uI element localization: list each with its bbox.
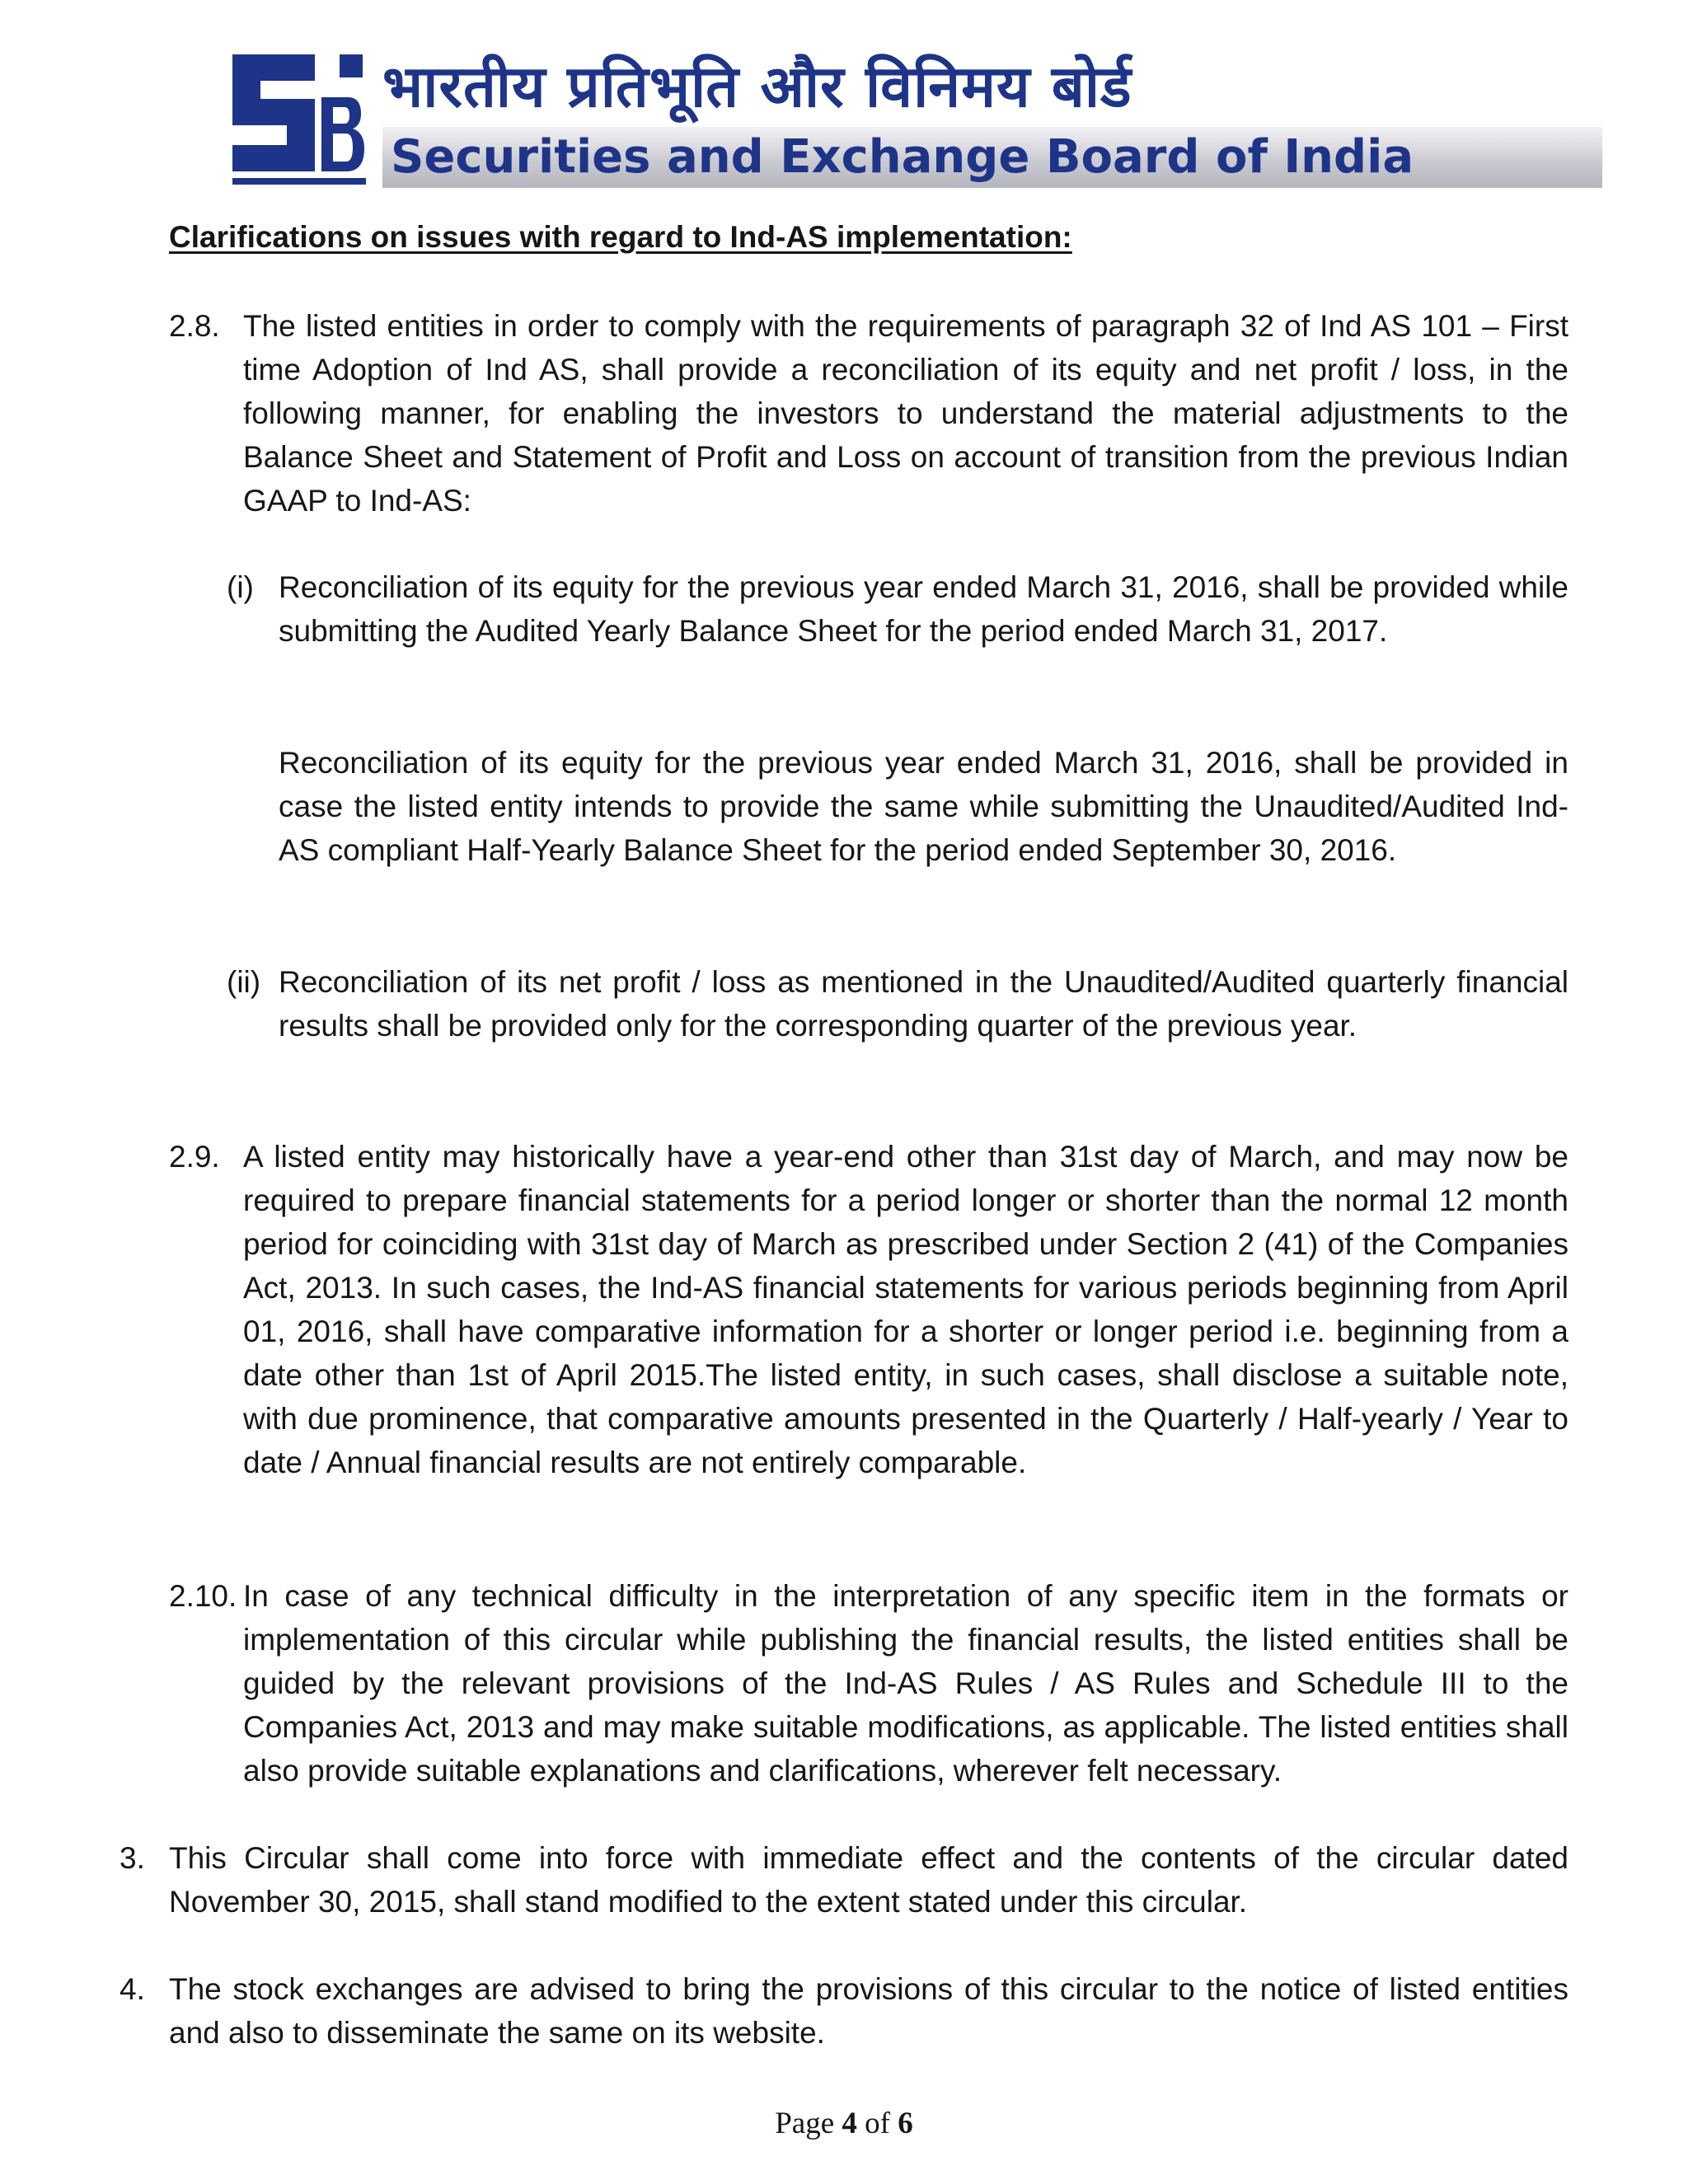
para-2-10-text: In case of any technical difficulty in the interpretation of any specific item in the formats or implementation of this circular while publishing the financial results, the listed entities shall be guided by the relevant provisions of the Ind-AS Rules / AS Rules and Schedule III to the Companies Act, 2013 and may make suitable modifications, as applicable. The listed entities shall also provide suitable explanations and clarifications, wherever felt necessary. bbox=[243, 1579, 1568, 1788]
item-i-text-2: Reconciliation of its equity for the previous year ended March 31, 2016, shall be provided in case the listed entity intends to provide the same while submitting the Unaudited/Audited Ind-AS compliant Half-Yearly Balance Sheet for the period ended September 30, 2016. bbox=[279, 746, 1568, 867]
item-3-number: 3. bbox=[120, 1841, 145, 1875]
total-page-count: 6 bbox=[898, 2107, 913, 2140]
english-name-band bbox=[382, 127, 1602, 188]
item-i-number: (i) bbox=[227, 570, 254, 604]
hindi-org-name: भारतीय प्रतिभूति और विनिमय बोर्ड bbox=[382, 53, 1132, 120]
para-number-2-8: 2.8. bbox=[169, 309, 220, 343]
letterhead bbox=[224, 48, 1414, 188]
section-heading: Clarifications on issues with regard to Ind-AS implementation: bbox=[169, 220, 1072, 254]
para-number-2-9: 2.9. bbox=[169, 1140, 220, 1174]
english-org-name: Securities and Exchange Board of India bbox=[391, 130, 1414, 184]
item-4-text: The stock exchanges are advised to bring the provisions of this circular to the notice of listed entities and also to disseminate the same on its website. bbox=[169, 1972, 1568, 2050]
page-label: Page bbox=[775, 2107, 835, 2140]
para-2-8-text: The listed entities in order to comply with the requirements of paragraph 32 of Ind AS 101 – First time Adoption of Ind AS, shall provide a reconciliation of its equity and net profit / loss, in the following manner, for enabling the investors to understand the material adjustments to the Balance Sheet and Statement of Profit and Loss on account of transition from the previous Indian GAAP to Ind-AS: bbox=[243, 309, 1568, 518]
page-footer bbox=[0, 2106, 1688, 2141]
current-page-number: 4 bbox=[842, 2107, 857, 2140]
item-4-number: 4. bbox=[120, 1972, 145, 2006]
item-ii-text: Reconciliation of its net profit / loss as mentioned in the Unaudited/Audited quarterly financial results shall be provided only for the corresponding quarter of the previous year. bbox=[279, 965, 1568, 1043]
sebi-logo bbox=[224, 48, 368, 188]
item-3-text: This Circular shall come into force with immediate effect and the contents of the circular dated November 30, 2015, shall stand modified to the extent stated under this circular. bbox=[169, 1841, 1568, 1919]
para-number-2-10: 2.10. bbox=[169, 1579, 237, 1613]
para-2-9-text: A listed entity may historically have a year-end other than 31st day of March, and may now be required to prepare financial statements for a period longer or shorter than the normal 12 month period for coinciding with 31st day of March as prescribed under Section 2 (41) of the Companies Act, 2013. In such cases, the Ind-AS financial statements for various periods beginning from April 01, 2016, shall have comparative information for a shorter or longer period i.e. beginning from a date other than 1st of April 2015.The listed entity, in such cases, shall disclose a suitable note, with due prominence, that comparative amounts presented in the Quarterly / Half-yearly / Year to date / Annual financial results are not entirely comparable. bbox=[243, 1140, 1568, 1479]
item-ii-number: (ii) bbox=[227, 965, 261, 999]
of-label: of bbox=[865, 2107, 890, 2140]
item-i-text: Reconciliation of its equity for the previous year ended March 31, 2016, shall be provided while submitting the Audited Yearly Balance Sheet for the period ended March 31, 2017. bbox=[279, 570, 1568, 648]
